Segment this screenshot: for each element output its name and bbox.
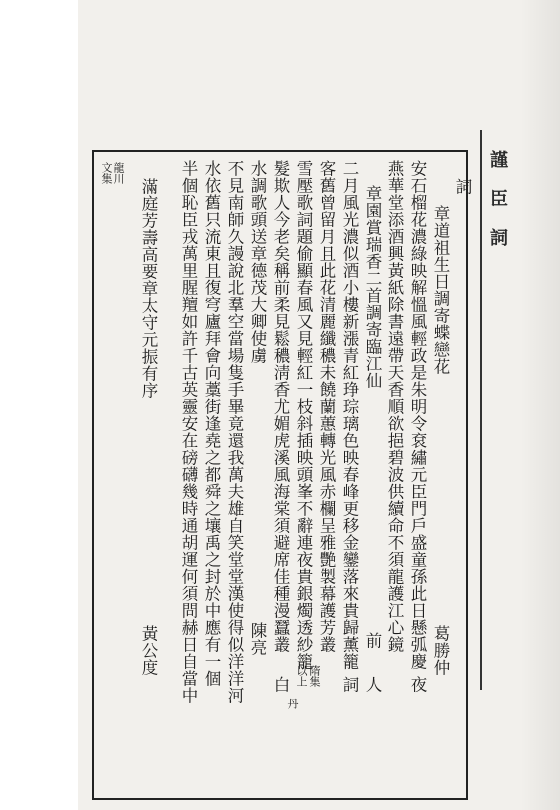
frame-right-rule [480,130,482,690]
poem-title-1: 章道祖生日調寄蝶戀花 [431,205,450,375]
poem-title-4: 滿庭芳壽高要章太守元振有序 [139,178,158,399]
note-yishang: 以上 [295,665,308,687]
author-chen-liang: 陳亮 [248,622,267,656]
poem-line: 水依舊只流東且復穹廬拜會向藁街逢堯之都舜之壤禹之封於中應有一個 [202,160,221,687]
page-edge-shadow [520,0,560,810]
poem-line: 燕華堂添酒興黃紙除書遠帶天香順欲挹碧波供續命不須龍護江心鏡 [385,160,404,653]
poem-line: 二月風光濃似酒小樓新漲青紅琤琮璃色映春峰更移金鑾落來貴歸薰籠 [340,160,359,670]
author-ge-shengzhong: 葛勝仲 [431,625,450,676]
label-ren: 人 [363,676,382,693]
poem-title-3: 水調歌頭送章德茂大卿使虜 [248,160,267,364]
author-huang-gongdu: 黃公度 [139,625,158,676]
poem-line: 不見南師久謾說北羣空當場隻手畢竟還我萬夫雄自笑堂堂漢使得似洋洋河 [225,160,244,704]
margin-longchuan: 龍川 [112,162,125,184]
poem-line: 半個恥臣戎萬里腥羶如許千古英靈安在磅礴幾時通胡運何須問赫日自當中 [179,160,198,704]
poem-line: 雪壓歌詞題偷顯春風又見輕紅一枝斜插映頭峯不辭連夜貴銀燭透紗籠 [294,160,313,670]
label-qian: 前 [363,632,382,649]
label-ye: 夜 [408,676,427,693]
label-ci: 詞 [340,676,359,693]
binding-margin [0,0,78,810]
poem-line: 客舊曾留月且此花清麗纖穠未饒蘭蕙轉光風赤欄呈雅艷製幕護芳叢 [317,160,336,653]
note-dan: 丹 [286,698,299,709]
margin-wenji: 文集 [100,162,113,184]
poem-line: 髮欺人今老矣稱前柔見鬆穠淸香尤媚虎溪風海棠須避席佳種漫蠶叢 [271,160,290,653]
label-bai: 白 [271,676,290,693]
poem-title-2: 章園賞瑞香二首調寄臨江仙 [363,185,382,389]
running-title: 謹 臣 詞 [487,150,508,246]
heading-ci: 詞 [453,178,472,195]
note-jiji: 隋集 [308,665,321,687]
poem-line: 安石榴花濃綠映解慍風輕政是朱明令袞繡元臣門戶盛童孫此日懸弧慶 [408,160,427,670]
